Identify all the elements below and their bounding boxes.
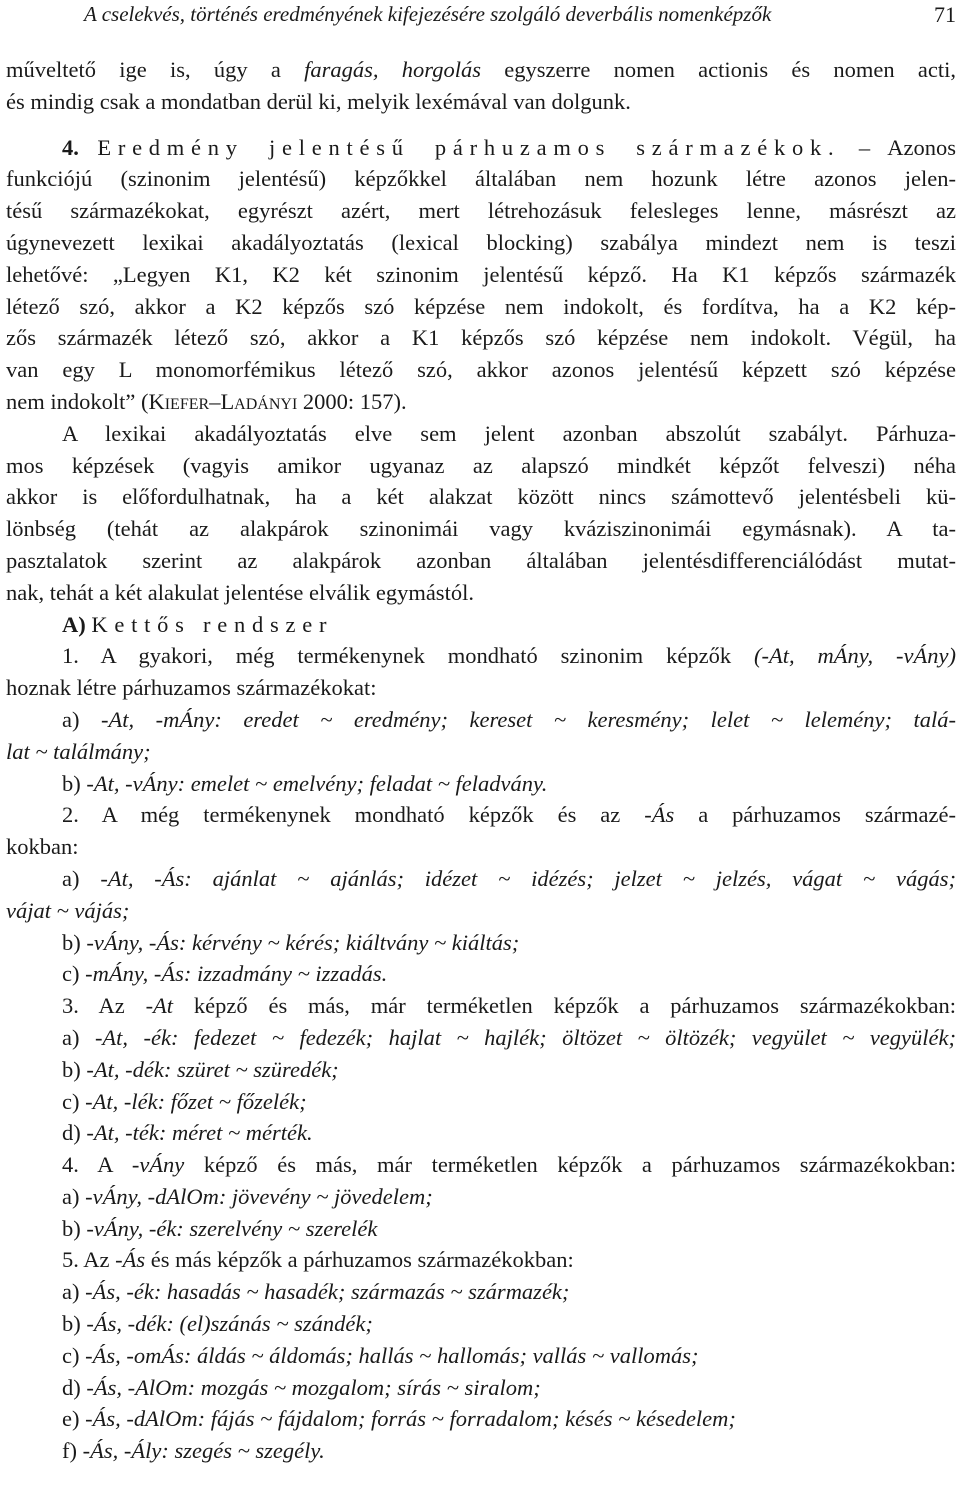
text-run: c) [62, 1342, 86, 1368]
text-run: e) [62, 1406, 86, 1432]
text-run: a) [62, 865, 101, 891]
text-line [6, 577, 956, 609]
text-run: – [209, 388, 221, 414]
text-run: képző és más, már terméketlen képzők a párhuzamos származékokban: [184, 1152, 956, 1178]
text-run: -vÁny, -ék: szerelvény ~ szerelék [86, 1215, 378, 1241]
text-line [6, 132, 956, 164]
text-line [6, 386, 956, 418]
text-line [6, 291, 956, 323]
text-run: 4. [62, 134, 98, 160]
text-run: 4. A [62, 1152, 132, 1178]
text-run: 3. Az [62, 993, 146, 1019]
text-line [6, 481, 956, 513]
text-run: vájat ~ vájás; [6, 897, 130, 923]
text-run: -At, -Ás: ajánlat ~ ajánlás; idézet ~ idézés; jelzet ~ jelzés, vágat ~ vágás; [100, 865, 957, 891]
text-run: d) [62, 1120, 87, 1146]
text-run: pasztalatok szerint az alakpárok azonban általában jelentésdifferenciálódást mutat- [6, 547, 956, 573]
text-run: kokban: [6, 834, 79, 860]
text-run: b) [62, 770, 87, 796]
text-run: a) [62, 1183, 86, 1209]
paragraph-gap [6, 118, 956, 132]
text-line [6, 927, 956, 959]
text-run: -At, -ték: méret ~ mérték. [86, 1120, 313, 1146]
text-run: tésű származékokat, egyrészt azért, mert létrehozásuk felesleges lenne, másrészt az [6, 198, 956, 224]
text-run: -mÁny, -Ás: izzadmány ~ izzadás. [85, 961, 388, 987]
text-line [6, 958, 956, 990]
text-run: -At, -ék: fedezet ~ fedezék; hajlat ~ hajlék; öltözet ~ öltözék; vegyület ~ vegyülék; [94, 1024, 957, 1050]
text-line [6, 1435, 956, 1467]
text-run: egyszerre nomen actionis és nomen acti, [480, 57, 956, 82]
text-line [6, 1117, 956, 1149]
text-run: Ladányi [220, 388, 298, 414]
running-head-title: A cselekvés, történés eredményének kifejezésére szolgáló deverbális nomenképzők [84, 2, 772, 26]
text-run: c) [62, 1088, 86, 1114]
text-run: -Ás [115, 1247, 146, 1273]
text-run: nak, tehát a két alakulat jelentése elválik egymástól. [6, 579, 474, 605]
text-run: a) [62, 1279, 86, 1305]
text-line [6, 704, 956, 736]
text-line [6, 259, 956, 291]
text-run: funkciójú (szinonim jelentésű) képzőkkel általában nem hozunk létre azonos jelen- [6, 166, 956, 192]
page-body [6, 54, 956, 1467]
text-run: a) [62, 1024, 95, 1050]
text-run: -At, -lék: főzet ~ főzelék; [85, 1088, 307, 1114]
text-line [6, 1403, 956, 1435]
text-run: és mindig csak a mondatban derül ki, melyik lexémával van dolgunk. [6, 88, 631, 114]
text-line [6, 1022, 956, 1054]
text-line [6, 1086, 956, 1118]
text-run: a) [62, 706, 101, 732]
text-run: -Ás, -ék: hasadás ~ hasadék; származás ~ származék; [85, 1279, 570, 1305]
text-run: -Ás, -AlOm: mozgás ~ mozgalom; sírás ~ siralom; [86, 1374, 541, 1400]
text-run: zős származék létező szó, akkor a K1 képzős szó képzése nem indokolt. Végül, ha [6, 325, 956, 351]
text-run: van egy L monomorfémikus létező szó, akkor azonos jelentésű képzett szó képzése [6, 357, 956, 383]
text-line [6, 354, 956, 386]
text-line [6, 86, 956, 118]
page-number: 71 [934, 2, 956, 27]
text-line [6, 831, 956, 863]
text-run: c) [62, 961, 86, 987]
text-run: -At [145, 993, 174, 1019]
text-line [6, 1244, 956, 1276]
text-run: -Ás, -Ály: szegés ~ szegély. [82, 1438, 325, 1464]
text-run: nem indokolt” ( [6, 388, 149, 414]
text-run: -Ás [644, 802, 675, 828]
text-run: létező szó, akkor a K2 képzős szó képzése nem indokolt, és fordítva, ha a K2 kép- [6, 293, 956, 319]
text-line [6, 54, 956, 86]
text-run: -Ás, -omÁs: áldás ~ áldomás; hallás ~ hallomás; vallás ~ vallomás; [85, 1342, 699, 1368]
text-run: akkor is előfordulhatnak, ha a két alakzat között nincs számottevő jelentésbeli kü- [6, 484, 956, 510]
text-run: -At, -vÁny: emelet ~ emelvény; feladat ~ feladvány. [86, 770, 548, 796]
text-run: -vÁny, -Ás: kérvény ~ kérés; kiáltvány ~ kiáltás; [86, 929, 520, 955]
text-line [6, 513, 956, 545]
text-line [6, 1276, 956, 1308]
text-run: Eredmény jelentésű párhuzamos származékok. [97, 134, 841, 160]
text-line [6, 163, 956, 195]
text-line [6, 1149, 956, 1181]
text-run: képző és más, már terméketlen képzők a párhuzamos származékokban: [173, 993, 956, 1019]
text-line [6, 1054, 956, 1086]
text-run: -vÁny [131, 1152, 185, 1178]
text-run: – Azonos [840, 134, 957, 160]
text-line [6, 195, 956, 227]
text-run: A lexikai akadályoztatás elve sem jelent azonban abszolút szabályt. Párhuza- [62, 420, 956, 446]
text-run: lehetővé: „Legyen K1, K2 két szinonim jelentésű képző. Ha K1 képzős származék [6, 261, 956, 287]
book-page [6, 0, 956, 1467]
text-line [6, 1308, 956, 1340]
text-run: b) [62, 1311, 87, 1337]
text-line [6, 609, 956, 641]
text-run: 1. A gyakori, még termékenynek mondható szinonim képzők [62, 643, 754, 669]
text-line [6, 895, 956, 927]
text-run: úgynevezett lexikai akadályoztatás (lexical blocking) szabálya mindezt nem is teszi [6, 229, 956, 255]
text-line [6, 545, 956, 577]
text-line [6, 990, 956, 1022]
text-line [6, 672, 956, 704]
text-line [6, 640, 956, 672]
text-run: -Ás, -dék: (el)szánás ~ szándék; [86, 1311, 373, 1337]
text-run: b) [62, 929, 87, 955]
text-run: d) [62, 1374, 87, 1400]
text-run: mos képzések (vagyis amikor ugyanaz az alapszó mindkét képzőt felveszi) néha [6, 452, 956, 478]
text-run: -At, -mÁny: eredet ~ eredmény; kereset ~ keresmény; lelet ~ lelemény; talá- [100, 706, 956, 732]
text-run: lönbség (tehát az alakpárok szinonimái vagy kváziszinonimái egymásnak). A ta- [6, 516, 956, 542]
text-line [6, 418, 956, 450]
text-run: 2000: 157). [297, 388, 407, 414]
text-run: -Ás, -dAlOm: fájás ~ fájdalom; forrás ~ forradalom; késés ~ késedelem; [85, 1406, 736, 1432]
text-line [6, 736, 956, 768]
text-run: Kiefer [148, 388, 210, 414]
text-run: 5. Az [62, 1247, 116, 1273]
text-line [6, 1340, 956, 1372]
text-run: f) [62, 1438, 83, 1464]
text-run: -At, -dék: szüret ~ szüredék; [86, 1056, 339, 1082]
text-run: hoznak létre párhuzamos származékokat: [6, 675, 377, 701]
text-run: lat ~ találmány; [6, 738, 151, 764]
text-line [6, 1213, 956, 1245]
text-run: (-At, mÁny, -vÁny) [753, 643, 956, 669]
text-run: b) [62, 1056, 87, 1082]
text-run: és más képzők a párhuzamos származékokban: [145, 1247, 574, 1273]
text-run: -vÁny, -dAlOm: jövevény ~ jövedelem; [85, 1183, 433, 1209]
text-line [6, 322, 956, 354]
text-line [6, 1181, 956, 1213]
text-line [6, 799, 956, 831]
text-line [6, 863, 956, 895]
text-run: Kettős rendszer [91, 611, 334, 637]
text-run: műveltető ige is, úgy a [6, 57, 305, 82]
text-run: a párhuzamos származé- [674, 802, 957, 828]
text-line [6, 768, 956, 800]
text-run: faragás, horgolás [304, 57, 481, 82]
text-line [6, 1372, 956, 1404]
text-line [6, 450, 956, 482]
text-run: A) [62, 611, 92, 637]
text-line [6, 227, 956, 259]
text-run: b) [62, 1215, 87, 1241]
text-run: 2. A még termékenynek mondható képzők és az [62, 802, 645, 828]
running-head [6, 2, 956, 34]
